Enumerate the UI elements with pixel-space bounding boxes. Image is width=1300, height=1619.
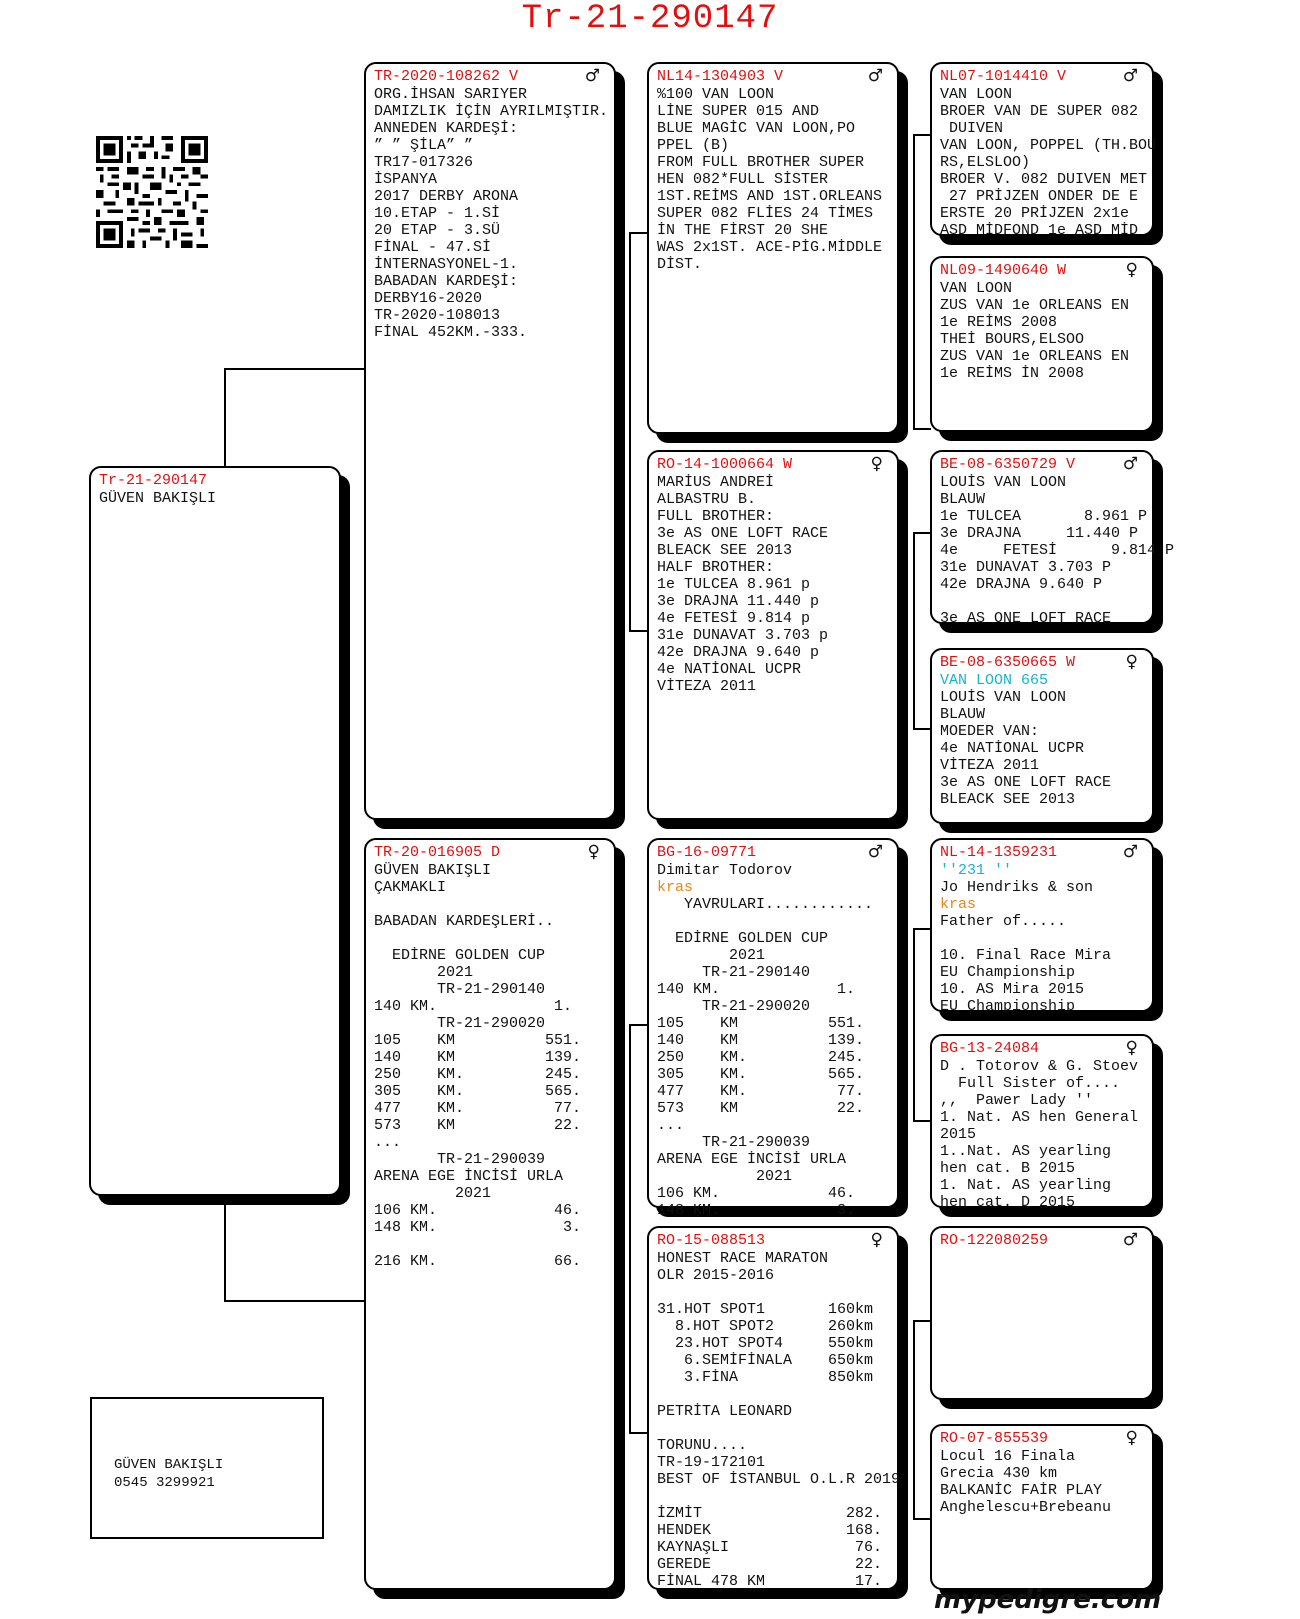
ring-number: BG-13-24084 — [940, 1040, 1040, 1057]
note-line: 1e TULCEA 8.961 P — [940, 508, 1148, 525]
note-line: İNTERNASYONEL-1. — [374, 256, 519, 273]
note-line: 2021 — [657, 947, 766, 964]
note-line: ALBASTRU B. — [657, 491, 757, 508]
male-icon: ♂ — [867, 842, 883, 862]
note-line: 3e DRAJNA 11.440 p — [657, 593, 820, 610]
note-line: 1e REİMS 2008 — [940, 314, 1058, 331]
note-line: 3e AS ONE LOFT RACE — [940, 774, 1112, 791]
note-line: GÜVEN BAKIŞLI — [374, 862, 492, 879]
note-line: 2021 — [657, 1168, 793, 1185]
note-line: TR17-017326 — [374, 154, 474, 171]
connector-line — [913, 134, 931, 136]
note-line: VİTEZA 2011 — [940, 757, 1040, 774]
card-notes — [374, 862, 608, 1270]
note-line: ... — [657, 1117, 685, 1134]
note-line: BROER VAN DE SUPER 082 — [940, 103, 1139, 120]
note-line: FİNAL 478 KM 17. — [657, 1573, 883, 1590]
note-line: FULL BROTHER: — [657, 508, 775, 525]
ring-number: NL14-1304903 V — [657, 68, 784, 85]
female-icon: ♀ — [1125, 652, 1138, 672]
note-line: TR-19-172101 — [657, 1454, 766, 1471]
note-line: BABADAN KARDEŞİ: — [374, 273, 519, 290]
note-line: ÇAKMAKLI — [374, 879, 447, 896]
sds-card[interactable] — [930, 450, 1175, 627]
ddd-card[interactable] — [930, 1424, 1154, 1590]
note-line: ,, Pawer Lady '' — [940, 1092, 1094, 1109]
qr-code — [96, 136, 208, 248]
breeder-tag: kras — [940, 896, 977, 913]
ring-number: RO-15-088513 — [657, 1232, 766, 1249]
ring-number: RO-07-855539 — [940, 1430, 1049, 1447]
page-title: Tr-21-290147 — [521, 0, 779, 38]
note-line: RS,ELSLOO) — [940, 154, 1031, 171]
note-line: EDİRNE GOLDEN CUP — [374, 947, 546, 964]
contact-phone[interactable]: 0545 3299921 — [114, 1475, 215, 1491]
card-notes — [940, 280, 1146, 382]
note-line: TR-21-290020 — [657, 998, 811, 1015]
note-line: TR-21-290140 — [374, 981, 546, 998]
note-line: DAMIZLIK İÇİN AYRILMIŞTIR. — [374, 103, 609, 120]
note-line: ZUS VAN 1e ORLEANS EN — [940, 348, 1130, 365]
connector-line — [913, 1320, 915, 1520]
connector-line — [629, 1024, 649, 1026]
ring-number: BE-08-6350729 V — [940, 456, 1076, 473]
note-line: 4e NATİONAL UCPR — [940, 740, 1085, 757]
note-line: TR-2020-108013 — [374, 307, 501, 324]
note-line: ORG.İHSAN SARIYER — [374, 86, 528, 103]
note-line: ” ” ŞİLA” ” — [374, 137, 474, 154]
note-line: LİNE SUPER 015 AND — [657, 103, 820, 120]
note-line — [657, 1488, 891, 1505]
dam-sire-card[interactable] — [647, 838, 899, 1219]
connector-line — [629, 1432, 649, 1434]
note-line: ... — [374, 1134, 402, 1151]
note-line: VAN LOON, POPPEL (TH.BOU — [940, 137, 1157, 154]
note-line: BABADAN KARDEŞLERİ.. — [374, 913, 555, 930]
note-line: DUIVEN — [940, 120, 1004, 137]
note-line: ANNEDEN KARDEŞİ: — [374, 120, 519, 137]
note-line: FİNAL 452KM.-333. — [374, 324, 528, 341]
note-line: 573 KM 22. — [374, 1117, 582, 1134]
dsd-card[interactable] — [930, 1034, 1154, 1211]
note-line: 42e DRAJNA 9.640 p — [657, 644, 820, 661]
note-line: Full Sister of.... — [940, 1075, 1121, 1092]
note-line: PPEL (B) — [657, 137, 730, 154]
male-icon: ♂ — [1122, 454, 1138, 474]
connector-line — [913, 428, 931, 430]
card-notes — [657, 1250, 901, 1590]
card-notes — [940, 1448, 1146, 1516]
note-line: EU Championship — [940, 964, 1076, 981]
ring-number: Tr-21-290147 — [99, 472, 208, 489]
note-line: ZUS VAN 1e ORLEANS EN — [940, 297, 1130, 314]
note-line: HENDEK 168. — [657, 1522, 883, 1539]
note-line: 1..Nat. AS yearling — [940, 1143, 1112, 1160]
note-line: 10. Final Race Mira — [940, 947, 1112, 964]
card-notes — [657, 862, 891, 1219]
ring-number: NL07-1014410 V — [940, 68, 1067, 85]
note-line — [657, 1420, 891, 1437]
note-line: VAN LOON — [940, 86, 1013, 103]
card-notes-list — [940, 913, 1146, 1015]
note-line: TR-21-290039 — [657, 1134, 811, 1151]
ring-number: RO-122080259 — [940, 1232, 1049, 1249]
note-line: SUPER 082 FLİES 24 TİMES — [657, 205, 874, 222]
connector-line — [224, 1190, 226, 1302]
note-line: HEN 082*FULL SİSTER — [657, 171, 829, 188]
note-line: 3e DRAJNA 11.440 P — [940, 525, 1139, 542]
note-line: 148 KM. 3. — [657, 1202, 856, 1219]
note-line: 1. Nat. AS yearling — [940, 1177, 1112, 1194]
pigeon-name: ''231 '' — [940, 862, 1013, 879]
note-line: 1e TULCEA 8.961 p — [657, 576, 811, 593]
female-icon: ♀ — [1125, 260, 1138, 280]
note-line: BROER V. 082 DUIVEN MET — [940, 171, 1148, 188]
note-line: 140 KM. 1. — [374, 998, 573, 1015]
note-line: 3.FİNA 850km — [657, 1369, 874, 1386]
note-line: VAN LOON — [940, 280, 1013, 297]
note-line: İSPANYA — [374, 171, 438, 188]
connector-line — [629, 232, 631, 632]
note-line: D . Totorov & G. Stoev — [940, 1058, 1139, 1075]
ring-number: TR-20-016905 D — [374, 844, 501, 861]
connector-line — [913, 928, 931, 930]
note-line: 2021 — [374, 1185, 492, 1202]
note-line: Locul 16 Finala — [940, 1448, 1076, 1465]
note-line: 106 KM. 46. — [657, 1185, 856, 1202]
note-line: VİTEZA 2011 — [657, 678, 757, 695]
note-line: BLAUW — [940, 706, 986, 723]
note-line: 4e FETESİ 9.814 P — [940, 542, 1175, 559]
note-line: 2015 — [940, 1126, 977, 1143]
note-line: FİNAL - 47.Sİ — [374, 239, 492, 256]
note-line: HALF BROTHER: — [657, 559, 775, 576]
note-line: 477 KM. 77. — [657, 1083, 865, 1100]
note-line: ASD MİDFOND 1e ASD MİD — [940, 222, 1139, 239]
note-line: YAVRULARI............ — [657, 896, 874, 913]
note-line: 105 KM 551. — [657, 1015, 865, 1032]
card-notes-list — [940, 689, 1146, 808]
breeder-name: Jo Hendriks & son — [940, 879, 1094, 896]
female-icon: ♀ — [870, 1230, 883, 1250]
connector-line — [224, 368, 364, 370]
note-line: 250 KM. 245. — [374, 1066, 582, 1083]
ring-number: NL09-1490640 W — [940, 262, 1067, 279]
note-line: 27 PRİJZEN ONDER DE E — [940, 188, 1139, 205]
ring-number: BG-16-09771 — [657, 844, 757, 861]
note-line — [657, 913, 891, 930]
connector-line — [629, 1024, 631, 1434]
note-line: 4e NATİONAL UCPR — [657, 661, 802, 678]
note-line: BLEACK SEE 2013 — [940, 791, 1076, 808]
note-line: 31e DUNAVAT 3.703 P — [940, 559, 1112, 576]
note-line: ERSTE 20 PRİJZEN 2x1e — [940, 205, 1130, 222]
breeder-name: Dimitar Todorov — [657, 862, 793, 879]
site-watermark[interactable]: mypedigre.com — [934, 1585, 1162, 1615]
note-line: ARENA EGE İNCİSİ URLA — [657, 1151, 847, 1168]
note-line: 106 KM. 46. — [374, 1202, 582, 1219]
sire-card[interactable] — [364, 62, 616, 820]
note-line: 3e AS ONE LOFT RACE — [940, 610, 1112, 627]
note-line: TR-21-290039 — [374, 1151, 546, 1168]
card-notes — [657, 86, 891, 273]
note-line — [374, 930, 608, 947]
note-line: 23.HOT SPOT4 550km — [657, 1335, 874, 1352]
note-line: 148 KM. 3. — [374, 1219, 582, 1236]
connector-line — [913, 1320, 931, 1322]
note-line: THEİ BOURS,ELSOO — [940, 331, 1085, 348]
note-line: HONEST RACE MARATON — [657, 1250, 829, 1267]
dds-card[interactable] — [930, 1226, 1154, 1400]
ring-number: BE-08-6350665 W — [940, 654, 1076, 671]
card-notes — [940, 86, 1157, 239]
note-line: BLUE MAGİC VAN LOON,PO — [657, 120, 856, 137]
note-line: 573 KM 22. — [657, 1100, 865, 1117]
ssd-card[interactable] — [930, 256, 1154, 432]
note-line: WAS 2x1ST. ACE-PİG.MİDDLE — [657, 239, 883, 256]
female-icon: ♀ — [870, 454, 883, 474]
note-line: 2021 — [374, 964, 474, 981]
subject-card[interactable] — [89, 466, 341, 1196]
note-line: 10. AS Mira 2015 — [940, 981, 1085, 998]
note-line: 3e AS ONE LOFT RACE — [657, 525, 829, 542]
connector-line — [629, 232, 649, 234]
note-line: 6.SEMİFİNALA 650km — [657, 1352, 874, 1369]
note-line: hen cat. B 2015 — [940, 1160, 1076, 1177]
male-icon: ♂ — [1122, 1230, 1138, 1250]
note-line — [374, 896, 608, 913]
card-notes — [99, 490, 333, 507]
note-line: BALKANİC FAİR PLAY — [940, 1482, 1103, 1499]
note-line: FROM FULL BROTHER SUPER — [657, 154, 865, 171]
note-line: BLEACK SEE 2013 — [657, 542, 793, 559]
note-line: BEST OF İSTANBUL O.L.R 2019 — [657, 1471, 901, 1488]
female-icon: ♀ — [1125, 1428, 1138, 1448]
connector-line — [913, 728, 931, 730]
card-notes — [940, 862, 1146, 1015]
card-notes — [940, 1058, 1146, 1211]
note-line: 20 ETAP - 3.SÜ — [374, 222, 501, 239]
female-icon: ♀ — [587, 842, 600, 862]
note-line: 1ST.REİMS AND 1ST.ORLEANS — [657, 188, 883, 205]
note-line: 1e REİMS İN 2008 — [940, 365, 1085, 382]
note-line: BLAUW — [940, 491, 986, 508]
note-line: 31.HOT SPOT1 160km — [657, 1301, 874, 1318]
note-line: 1. Nat. AS hen General — [940, 1109, 1139, 1126]
note-line: Grecia 430 km — [940, 1465, 1058, 1482]
connector-line — [629, 630, 649, 632]
connector-line — [913, 1120, 931, 1122]
note-line: 42e DRAJNA 9.640 P — [940, 576, 1103, 593]
card-notes — [657, 474, 891, 695]
note-line: Anghelescu+Brebeanu — [940, 1499, 1112, 1516]
note-line: GÜVEN BAKIŞLI — [99, 490, 217, 507]
male-icon: ♂ — [867, 66, 883, 86]
dam-dam-card[interactable] — [647, 1226, 899, 1590]
note-line: TR-21-290140 — [657, 964, 811, 981]
note-line: 31e DUNAVAT 3.703 p — [657, 627, 829, 644]
note-line: TR-21-290020 — [374, 1015, 546, 1032]
connector-line — [913, 532, 915, 730]
note-line: OLR 2015-2016 — [657, 1267, 775, 1284]
note-line: 2017 DERBY ARONA — [374, 188, 519, 205]
note-line: 140 KM 139. — [657, 1032, 865, 1049]
ring-number: TR-2020-108262 V — [374, 68, 519, 85]
note-line: İN THE FİRST 20 SHE — [657, 222, 829, 239]
sire-dam-card[interactable] — [647, 450, 899, 820]
ring-number: RO-14-1000664 W — [657, 456, 793, 473]
note-line: 10.ETAP - 1.Sİ — [374, 205, 501, 222]
note-line: DERBY16-2020 — [374, 290, 483, 307]
note-line: DİST. — [657, 256, 703, 273]
connector-line — [913, 532, 931, 534]
note-line: hen cat. D 2015 — [940, 1194, 1076, 1211]
note-line: MARİUS ANDREİ — [657, 474, 775, 491]
note-line: 4e FETESİ 9.814 p — [657, 610, 811, 627]
pigeon-name: VAN LOON 665 — [940, 672, 1049, 689]
note-line: 477 KM. 77. — [374, 1100, 582, 1117]
note-line — [940, 593, 1146, 610]
sdd-card[interactable] — [930, 648, 1154, 824]
note-line: LOUİS VAN LOON — [940, 474, 1067, 491]
breeder-tag: kras — [657, 879, 694, 896]
card-notes — [940, 474, 1175, 627]
contact-name: GÜVEN BAKIŞLI — [114, 1457, 224, 1473]
sss-card[interactable] — [930, 62, 1157, 239]
note-line: 216 KM. 66. — [374, 1253, 582, 1270]
note-line: ARENA EGE İNCİSİ URLA — [374, 1168, 564, 1185]
card-notes — [374, 86, 608, 341]
male-icon: ♂ — [1122, 66, 1138, 86]
note-line — [940, 930, 1146, 947]
note-line — [657, 1284, 891, 1301]
note-line: TORUNU.... — [657, 1437, 748, 1454]
note-line: 305 KM. 565. — [657, 1066, 865, 1083]
card-notes — [940, 672, 1146, 808]
connector-line — [913, 928, 915, 1122]
note-line: PETRİTA LEONARD — [657, 1403, 793, 1420]
breeder-contact — [90, 1397, 324, 1539]
male-icon: ♂ — [584, 66, 600, 86]
dam-card[interactable] — [364, 838, 616, 1590]
note-line: MOEDER VAN: — [940, 723, 1040, 740]
note-line: 140 KM 139. — [374, 1049, 582, 1066]
connector-line — [913, 1518, 931, 1520]
note-line: LOUİS VAN LOON — [940, 689, 1067, 706]
note-line: 305 KM. 565. — [374, 1083, 582, 1100]
note-line — [657, 1386, 891, 1403]
note-line: Father of..... — [940, 913, 1067, 930]
sire-sire-card[interactable] — [647, 62, 899, 434]
note-line: İZMİT 282. — [657, 1505, 883, 1522]
female-icon: ♀ — [1125, 1038, 1138, 1058]
note-line: GEREDE 22. — [657, 1556, 883, 1573]
ring-number: NL-14-1359231 — [940, 844, 1058, 861]
note-line: 8.HOT SPOT2 260km — [657, 1318, 874, 1335]
male-icon: ♂ — [1122, 842, 1138, 862]
note-line: EU Championship — [940, 998, 1076, 1015]
dss-card[interactable] — [930, 838, 1154, 1015]
connector-line — [913, 134, 915, 430]
note-line: 140 KM. 1. — [657, 981, 856, 998]
note-line: EDİRNE GOLDEN CUP — [657, 930, 829, 947]
connector-line — [224, 368, 226, 466]
note-line: %100 VAN LOON — [657, 86, 775, 103]
note-line: 250 KM. 245. — [657, 1049, 865, 1066]
note-line: 105 KM 551. — [374, 1032, 582, 1049]
note-line: KAYNAŞLI 76. — [657, 1539, 883, 1556]
connector-line — [224, 1300, 364, 1302]
card-notes-list — [657, 896, 891, 1219]
note-line — [374, 1236, 608, 1253]
